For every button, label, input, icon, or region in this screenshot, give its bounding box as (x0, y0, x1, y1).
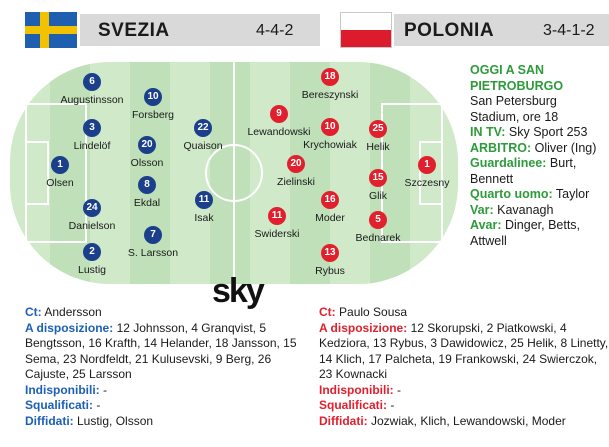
home-player-name: Olsson (130, 157, 164, 169)
away-player-name: Swiderski (254, 228, 300, 240)
home-player-number: 22 (194, 119, 212, 137)
home-warned-label: Diffidati: (25, 413, 74, 428)
sky-logo: sky (212, 272, 263, 310)
info-fourth-label: Quarto uomo: (470, 187, 553, 201)
info-linesmen-value: Burt, Bennett (470, 156, 577, 186)
header-bar (0, 0, 609, 56)
home-player-number: 7 (144, 226, 162, 244)
away-warned-label: Diffidati: (319, 413, 368, 428)
away-player-number: 18 (321, 68, 339, 86)
away-ct-label: Ct: (319, 305, 336, 319)
home-player-number: 1 (51, 156, 69, 174)
away-player-number: 1 (418, 156, 436, 174)
away-details (319, 305, 609, 429)
away-player-number: 9 (270, 105, 288, 123)
home-player-name: Quaison (183, 140, 223, 152)
away-player-name: Bednarek (355, 232, 401, 244)
away-suspended-label: Squalificati: (319, 398, 388, 412)
match-info (470, 63, 609, 249)
away-ct-value: Paulo Sousa (339, 305, 408, 319)
away-player-name: Rybus (315, 265, 345, 277)
home-details (25, 305, 310, 429)
home-suspended-value: - (96, 398, 101, 412)
info-linesmen-label: Guardalinee: (470, 156, 547, 170)
home-player-name: Danielson (68, 220, 116, 232)
home-player-number: 24 (83, 199, 101, 217)
info-referee-value: Oliver (Ing) (534, 140, 597, 155)
away-player-number: 20 (287, 155, 305, 173)
home-unavailable-label: Indisponibili: (25, 382, 100, 397)
away-unavailable-label: Indisponibili: (319, 382, 394, 397)
away-player-number: 11 (268, 207, 286, 225)
away-suspended-value: - (390, 398, 395, 412)
info-fourth-value: Taylor (555, 187, 590, 201)
home-player-number: 2 (83, 243, 101, 261)
home-player-number: 10 (144, 88, 162, 106)
away-player-number: 13 (321, 244, 339, 262)
away-player-name: Bereszynski (301, 89, 359, 101)
info-avar-value: Dinger, Betts, Attwell (470, 218, 581, 248)
home-player-name: Ekdal (133, 197, 161, 209)
away-bench-value: 12 Skorupski, 2 Piatkowski, 4 Kedziora, 13 Rybus, 3 Dawidowicz, 25 Helik, 8 Linetty, 14 Klich, 17 Palcheta, 19 Frankowski, 24 Swierczok, 23 Kownacki (319, 320, 609, 381)
home-player-name: Lindelöf (73, 140, 111, 152)
away-bench-label: A disposizione: (319, 320, 408, 335)
info-tv-value: Sky Sport 253 (508, 125, 588, 139)
away-formation: 3-4-1-2 (543, 22, 595, 39)
home-player-name: Lustig (77, 264, 107, 276)
sweden-flag-icon (25, 12, 77, 48)
away-team-name: POLONIA (404, 20, 495, 41)
info-tv-label: IN TV: (470, 125, 506, 139)
away-unavailable-value: - (397, 382, 401, 397)
home-suspended-label: Squalificati: (25, 398, 94, 412)
home-ct-value: Andersson (44, 305, 102, 319)
away-player-number: 10 (321, 118, 339, 136)
home-formation: 4-4-2 (256, 22, 294, 39)
home-player-name: Augustinsson (60, 94, 124, 106)
home-player-number: 8 (138, 176, 156, 194)
away-player-number: 15 (369, 169, 387, 187)
info-referee-label: ARBITRO: (470, 140, 532, 155)
home-player-number: 6 (83, 73, 101, 91)
away-player-name: Szczesny (404, 177, 450, 189)
poland-flag-icon (340, 12, 392, 48)
home-bench-label: A disposizione: (25, 320, 114, 335)
away-player-name: Zielinski (277, 176, 315, 188)
away-player-number: 25 (369, 120, 387, 138)
away-player-name: Krychowiak (303, 139, 357, 151)
home-team-name: SVEZIA (98, 20, 170, 41)
info-avar-label: Avar: (470, 218, 502, 232)
info-var-label: Var: (470, 202, 494, 217)
home-player-name: S. Larsson (127, 247, 179, 259)
away-player-number: 16 (321, 191, 339, 209)
home-player-number: 11 (195, 191, 213, 209)
info-heading: OGGI A SAN PIETROBURGO (470, 63, 564, 93)
home-player-number: 20 (138, 136, 156, 154)
away-team-box (394, 14, 609, 46)
away-player-name: Moder (315, 212, 345, 224)
home-warned-value: Lustig, Olsson (77, 413, 154, 428)
home-ct-label: Ct: (25, 305, 42, 319)
info-venue: San Petersburg Stadium, ore 18 (470, 94, 559, 124)
home-player-number: 3 (83, 119, 101, 137)
home-team-box (80, 14, 320, 46)
home-player-name: Olsen (46, 177, 74, 189)
away-player-number: 5 (369, 211, 387, 229)
info-var-value: Kavanagh (497, 202, 554, 217)
home-bench-value: 12 Johnsson, 4 Granqvist, 5 Bengtsson, 16 Krafth, 14 Helander, 18 Jansson, 15 Sema, 23 Nordfeldt, 21 Kulusevski, 9 Berg, 26 Cajuste, 25 Larsson (25, 320, 297, 381)
home-player-name: Forsberg (131, 109, 174, 121)
away-warned-value: Jozwiak, Klich, Lewandowski, Moder (371, 413, 566, 428)
home-player-name: Isak (194, 212, 214, 224)
away-player-name: Glik (368, 190, 388, 202)
away-player-name: Lewandowski (247, 126, 311, 138)
home-unavailable-value: - (103, 382, 107, 397)
away-player-name: Helik (366, 141, 390, 153)
